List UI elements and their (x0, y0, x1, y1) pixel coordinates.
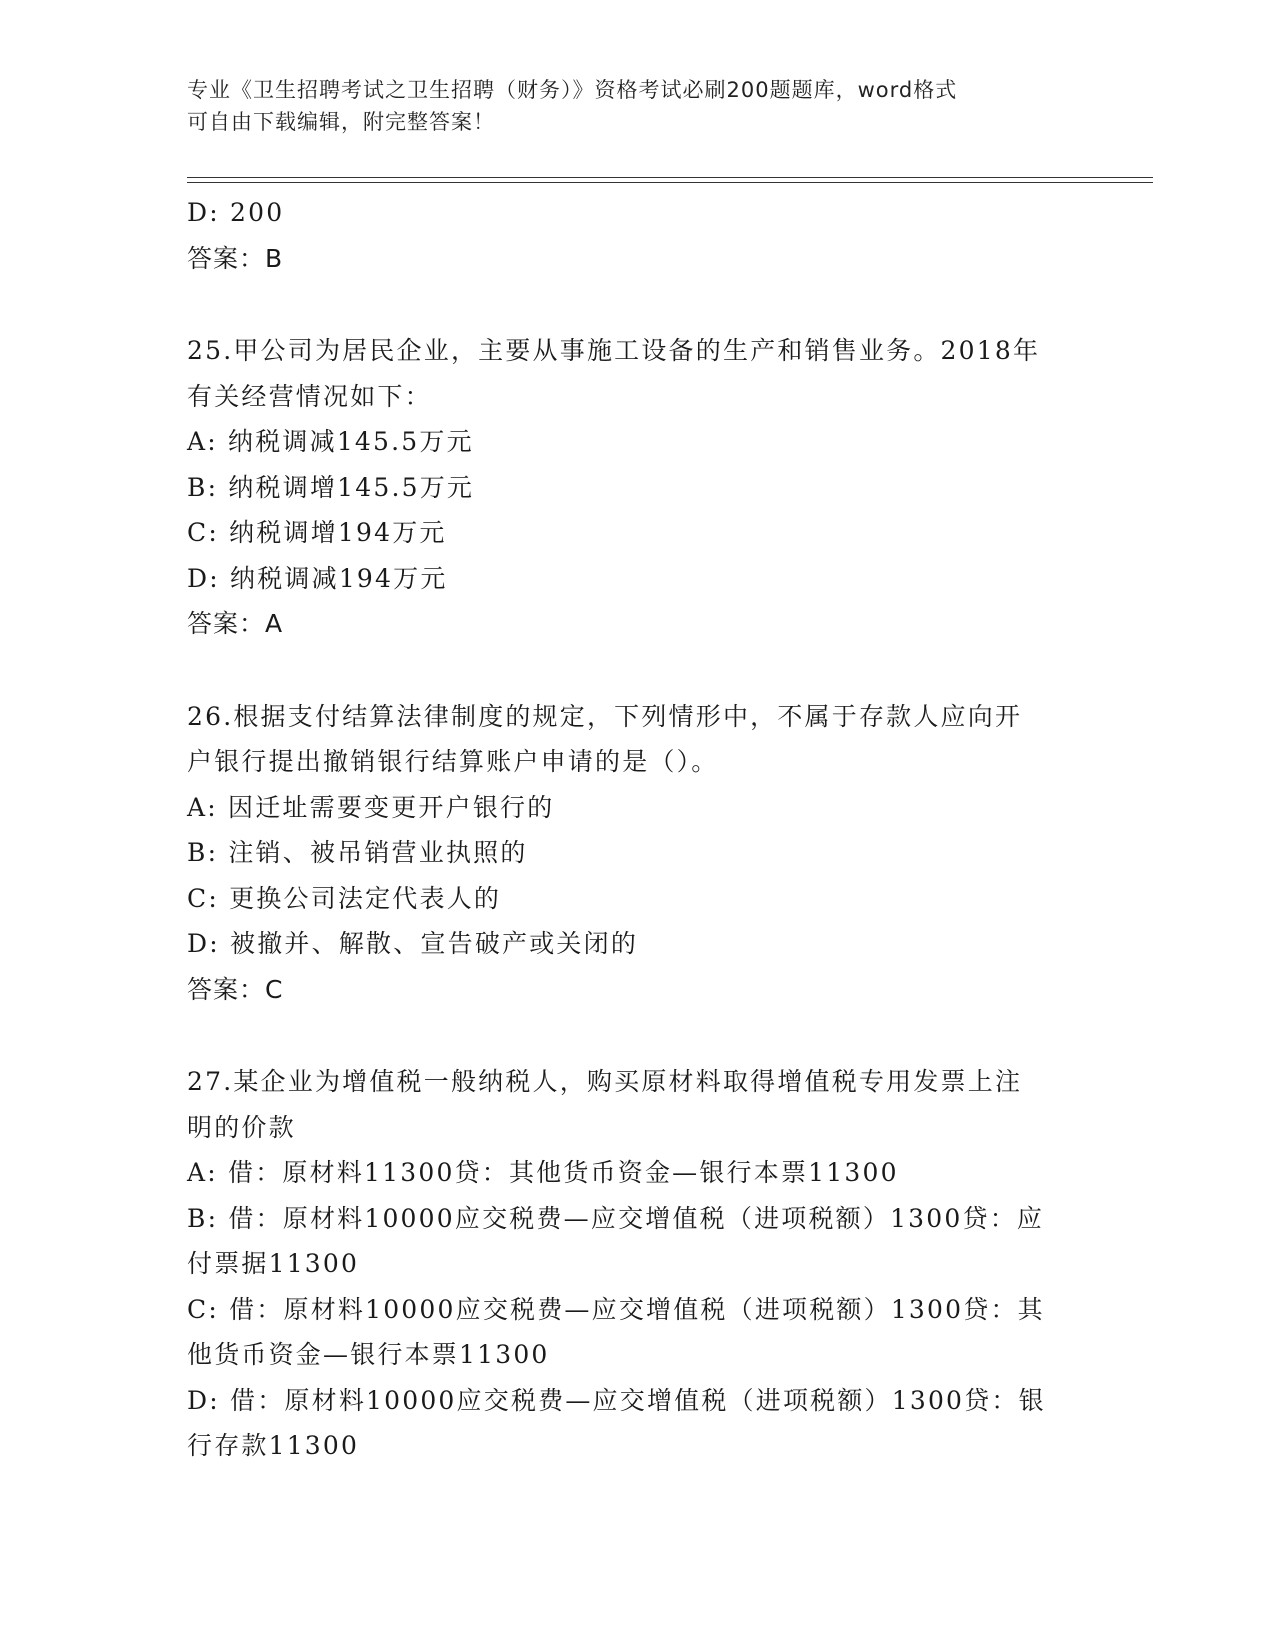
spacer (187, 647, 1087, 694)
question-25 (187, 328, 1087, 647)
option-d-continued: 行存款11300 (187, 1431, 360, 1460)
option-d: D: 借：原材料10000应交税费—应交增值税（进项税额）1300贷：银 (187, 1385, 1046, 1415)
answer-line: 答案：A (187, 609, 284, 638)
option-b: B: 注销、被吊销营业执照的 (187, 838, 528, 867)
spacer (187, 1012, 1087, 1059)
answer-line: 答案：C (187, 974, 284, 1004)
option-a: A: 纳税调减145.5万元 (187, 427, 474, 456)
header-title-line-2: 可自由下载编辑，附完整答案！ (187, 110, 495, 134)
option-d: D: 纳税调减194万元 (187, 563, 448, 593)
question-26 (187, 694, 1087, 1013)
option-c: C: 纳税调增194万元 (187, 518, 447, 547)
question-stem: 户银行提出撤销银行结算账户申请的是（）。 (187, 747, 719, 776)
option-c-continued: 他货币资金—银行本票11300 (187, 1340, 550, 1369)
option-a: A: 借：原材料11300贷：其他货币资金—银行本票11300 (187, 1158, 899, 1187)
question-stem: 有关经营情况如下： (187, 381, 432, 411)
question-27 (187, 1059, 1087, 1469)
header-divider (187, 177, 1153, 183)
question-stem: 明的价款 (187, 1112, 296, 1142)
header-title-line-1: 专业《卫生招聘考试之卫生招聘（财务）》资格考试必刷200题题库，word格式 (187, 78, 958, 102)
option-d: D: 200 (187, 198, 285, 227)
question-stem: 25.甲公司为居民企业，主要从事施工设备的生产和销售业务。2018年 (187, 336, 1041, 365)
spacer (187, 281, 1087, 328)
previous-question-tail (187, 190, 1087, 281)
option-a: A: 因迁址需要变更开户银行的 (187, 792, 555, 822)
option-c: C: 借：原材料10000应交税费—应交增值税（进项税额）1300贷：其 (187, 1294, 1045, 1324)
option-c: C: 更换公司法定代表人的 (187, 883, 502, 913)
answer-line: 答案：B (187, 243, 284, 273)
question-stem: 27.某企业为增值税一般纳税人，购买原材料取得增值税专用发票上注 (187, 1067, 1023, 1096)
option-b: B: 借：原材料10000应交税费—应交增值税（进项税额）1300贷：应 (187, 1203, 1045, 1233)
question-stem: 26.根据支付结算法律制度的规定，下列情形中，不属于存款人应向开 (187, 701, 1023, 731)
question-list (187, 190, 1087, 1469)
page-header (187, 74, 1067, 138)
option-d: D: 被撤并、解散、宣告破产或关闭的 (187, 929, 639, 958)
option-b: B: 纳税调增145.5万元 (187, 472, 475, 502)
option-b-continued: 付票据11300 (187, 1249, 360, 1278)
